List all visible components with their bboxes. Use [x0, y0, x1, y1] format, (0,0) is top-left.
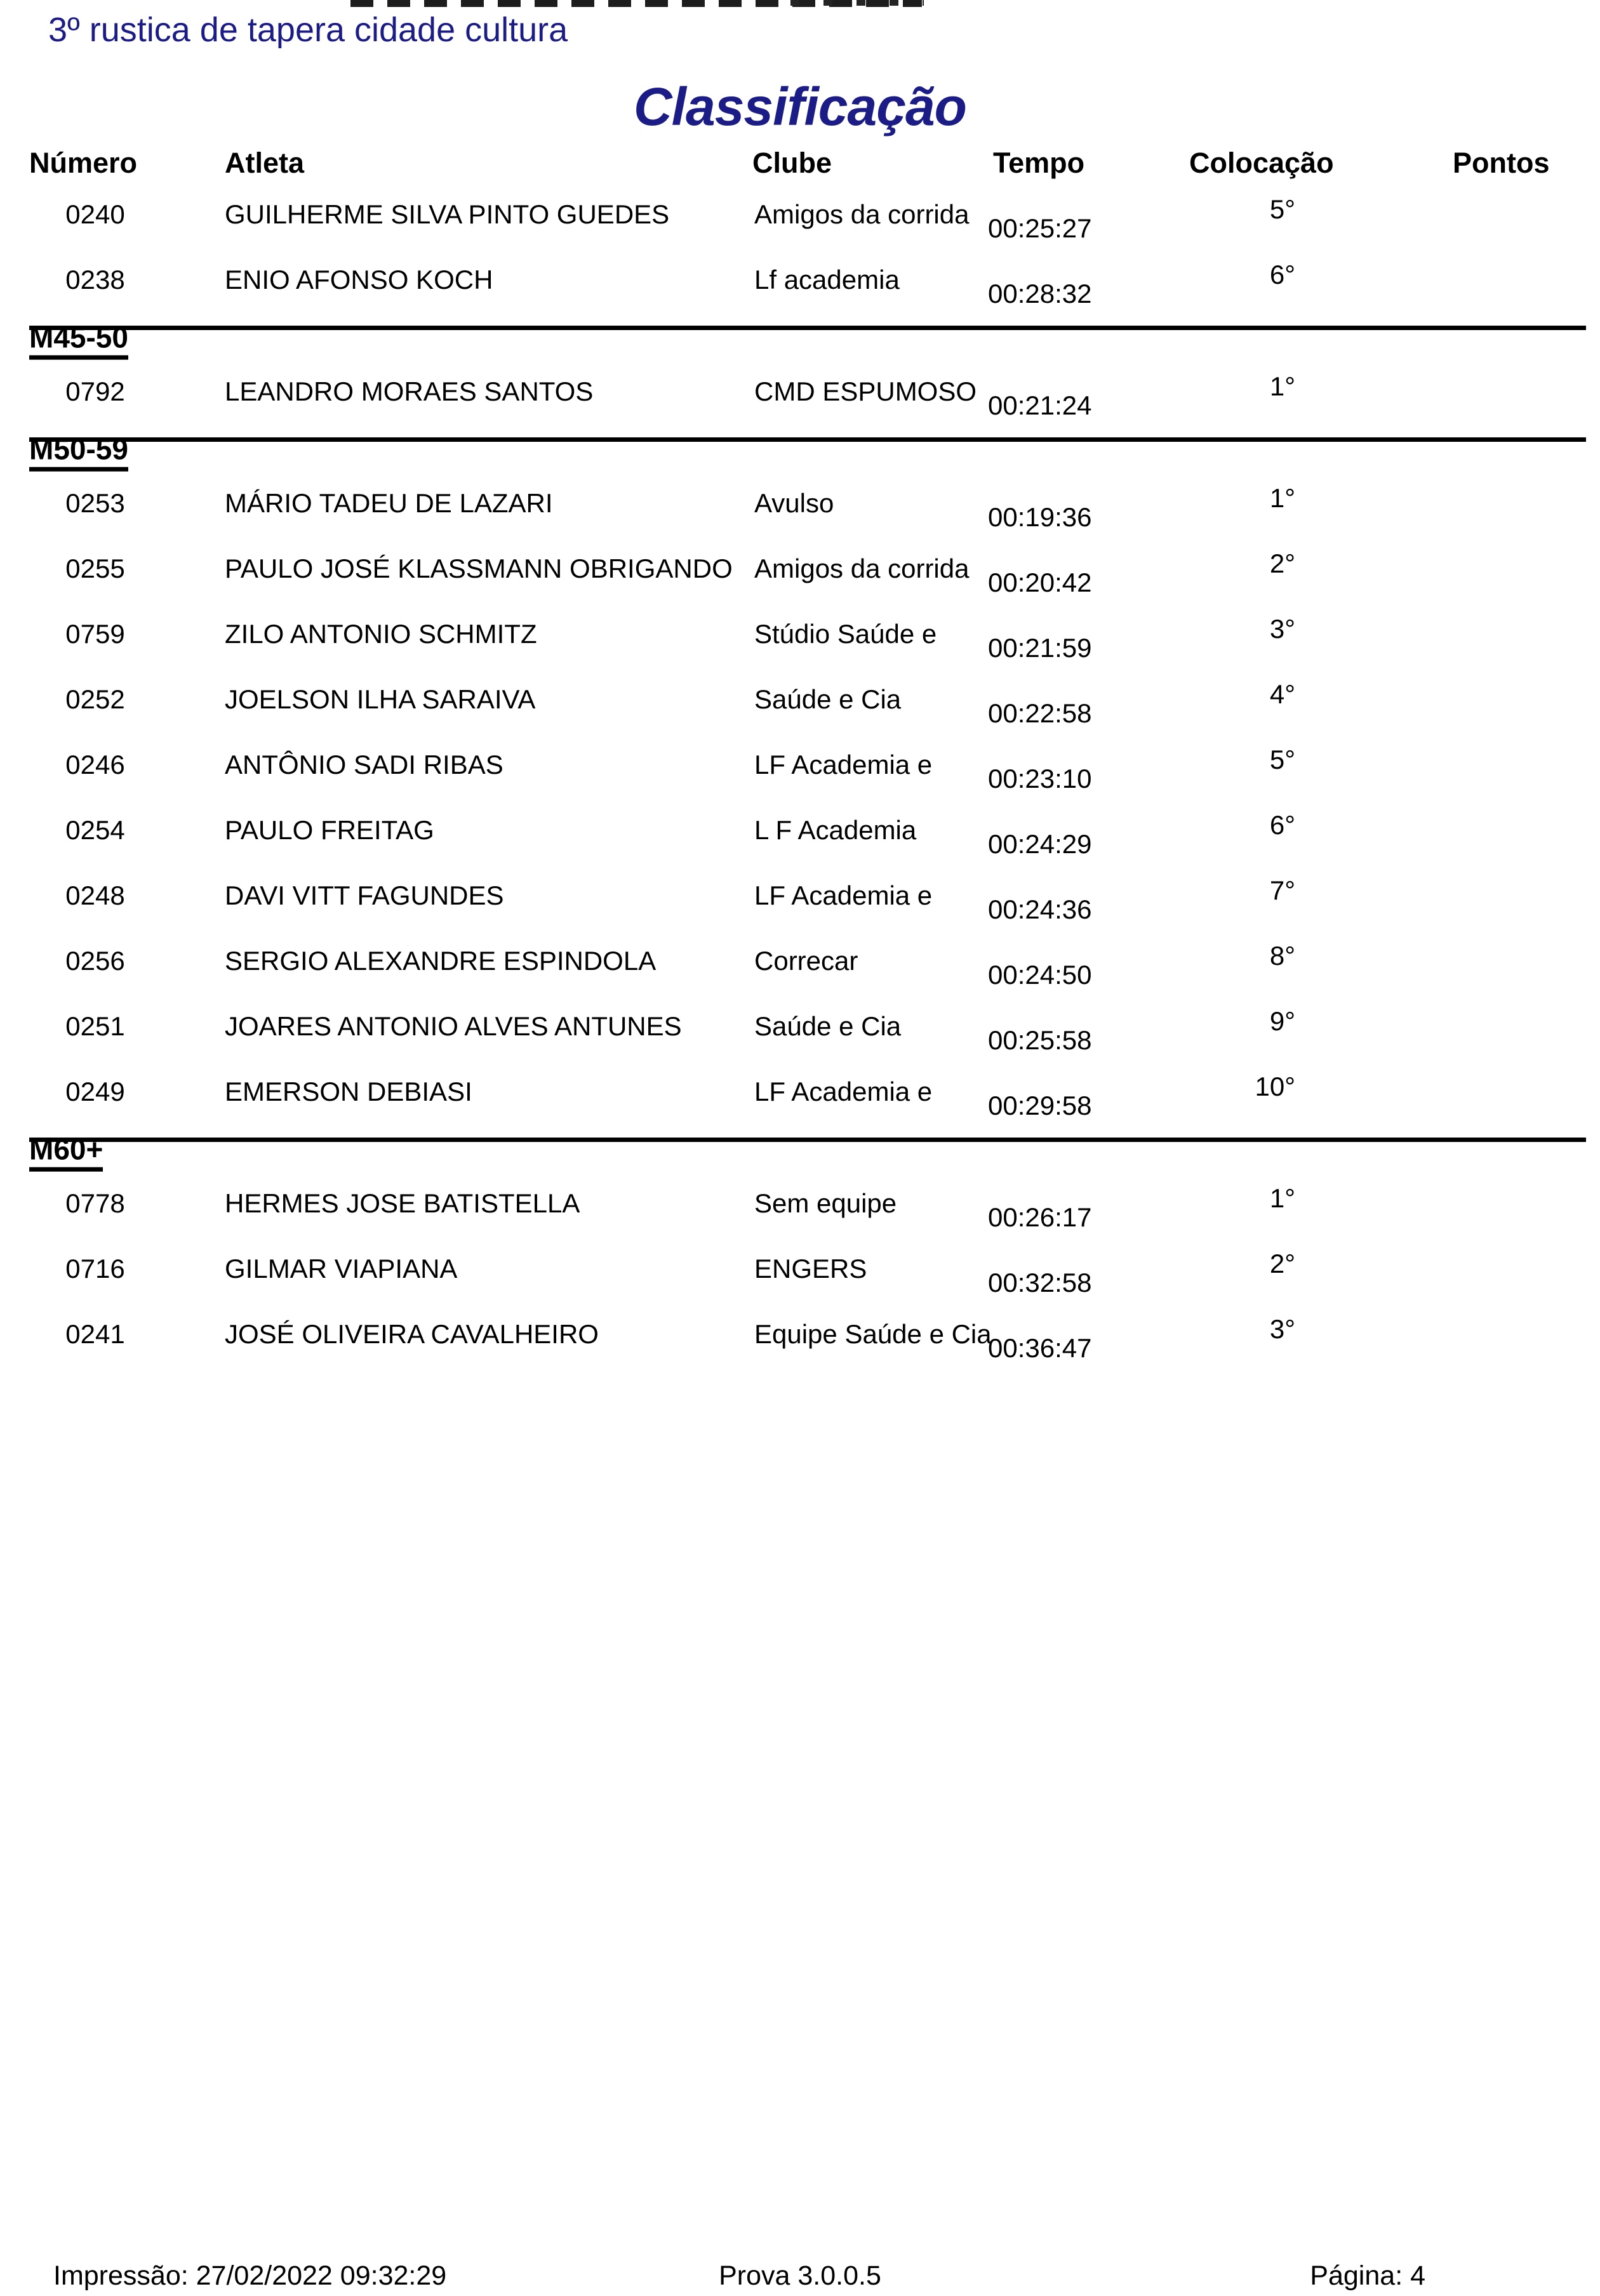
cell-numero: 0778	[65, 1188, 125, 1218]
cell-tempo: 00:26:17	[988, 1202, 1092, 1232]
cell-colocacao: 2°	[1269, 548, 1295, 578]
column-header-clube: Clube	[752, 147, 832, 179]
cell-atleta: DAVI VITT FAGUNDES	[225, 880, 504, 910]
cell-numero: 0759	[65, 619, 125, 649]
cell-colocacao: 3°	[1269, 614, 1295, 644]
cell-numero: 0253	[65, 488, 125, 518]
cell-colocacao: 5°	[1269, 194, 1295, 224]
cell-numero: 0716	[65, 1254, 125, 1284]
section-divider-rule	[29, 1138, 1586, 1142]
column-header-tempo: Tempo	[993, 147, 1085, 179]
cell-tempo: 00:24:50	[988, 960, 1092, 990]
footer-page-number: Página: 4	[1310, 2260, 1425, 2291]
table-row	[0, 733, 1600, 798]
cell-atleta: ENIO AFONSO KOCH	[225, 265, 493, 295]
table-row	[0, 248, 1600, 313]
cell-tempo: 00:21:59	[988, 633, 1092, 663]
cell-colocacao: 8°	[1269, 941, 1295, 971]
table-row	[0, 182, 1600, 248]
cell-tempo: 00:24:29	[988, 829, 1092, 859]
cell-colocacao: 9°	[1269, 1006, 1295, 1036]
table-row	[0, 602, 1600, 667]
cell-colocacao: 6°	[1269, 810, 1295, 840]
section-label: M50-59	[29, 435, 128, 472]
cell-atleta: GUILHERME SILVA PINTO GUEDES	[225, 199, 670, 229]
table-row	[0, 471, 1600, 536]
cell-tempo: 00:23:10	[988, 764, 1092, 793]
cell-tempo: 00:29:58	[988, 1091, 1092, 1120]
cell-clube: LF Academia e	[754, 1077, 933, 1106]
cell-atleta: JOELSON ILHA SARAIVA	[225, 684, 536, 714]
cell-numero: 0241	[65, 1319, 125, 1349]
cell-atleta: ANTÔNIO SADI RIBAS	[225, 750, 503, 780]
cell-colocacao: 3°	[1269, 1314, 1295, 1344]
column-header-numero: Número	[29, 147, 138, 179]
footer-app-version: Prova 3.0.0.5	[719, 2260, 881, 2291]
table-row	[0, 1237, 1600, 1302]
cell-colocacao: 1°	[1269, 1183, 1295, 1213]
cell-colocacao: 6°	[1269, 260, 1295, 289]
cell-clube: Lf academia	[754, 265, 900, 295]
cell-numero: 0255	[65, 554, 125, 583]
cell-colocacao: 5°	[1269, 745, 1295, 774]
cell-atleta: JOARES ANTONIO ALVES ANTUNES	[225, 1011, 682, 1041]
section-label: M60+	[29, 1135, 103, 1172]
column-header-pontos: Pontos	[1453, 147, 1550, 179]
cell-atleta: SERGIO ALEXANDRE ESPINDOLA	[225, 946, 657, 976]
cell-numero: 0240	[65, 199, 125, 229]
cell-colocacao: 2°	[1269, 1249, 1295, 1278]
cell-atleta: PAULO JOSÉ KLASSMANN OBRIGANDO	[225, 554, 733, 583]
cell-clube: L F Academia	[754, 815, 917, 845]
cell-clube: LF Academia e	[754, 750, 933, 780]
cell-clube: Saúde e Cia	[754, 684, 902, 714]
cell-atleta: GILMAR VIAPIANA	[225, 1254, 458, 1284]
cell-tempo: 00:24:36	[988, 894, 1092, 924]
cell-clube: CMD ESPUMOSO	[754, 376, 977, 406]
cell-tempo: 00:20:42	[988, 567, 1092, 597]
cell-colocacao: 4°	[1269, 679, 1295, 709]
cell-numero: 0249	[65, 1077, 125, 1106]
cell-clube: LF Academia e	[754, 880, 933, 910]
cell-atleta: HERMES JOSE BATISTELLA	[225, 1188, 580, 1218]
cell-atleta: PAULO FREITAG	[225, 815, 434, 845]
cell-numero: 0252	[65, 684, 125, 714]
cell-tempo: 00:25:58	[988, 1025, 1092, 1055]
cell-numero: 0256	[65, 946, 125, 976]
cell-atleta: EMERSON DEBIASI	[225, 1077, 472, 1106]
footer-print-timestamp: Impressão: 27/02/2022 09:32:29	[53, 2260, 447, 2291]
cell-atleta: JOSÉ OLIVEIRA CAVALHEIRO	[225, 1319, 599, 1349]
cell-tempo: 00:21:24	[988, 390, 1092, 420]
table-row	[0, 1059, 1600, 1125]
cell-numero: 0248	[65, 880, 125, 910]
event-title: 3º rustica de tapera cidade cultura	[48, 11, 568, 49]
cell-atleta: LEANDRO MORAES SANTOS	[225, 376, 594, 406]
cell-numero: 0792	[65, 376, 125, 406]
cell-tempo: 00:22:58	[988, 698, 1092, 728]
cell-colocacao: 1°	[1269, 483, 1295, 513]
cell-numero: 0246	[65, 750, 125, 780]
cell-clube: Equipe Saúde e Cia	[754, 1319, 992, 1349]
table-row	[0, 929, 1600, 994]
cell-tempo: 00:36:47	[988, 1333, 1092, 1363]
table-row	[0, 667, 1600, 733]
cell-clube: ENGERS	[754, 1254, 867, 1284]
table-row	[0, 1302, 1600, 1367]
cell-clube: Sem equipe	[754, 1188, 897, 1218]
cell-clube: Saúde e Cia	[754, 1011, 902, 1041]
section-label: M45-50	[29, 323, 128, 360]
cell-clube: Stúdio Saúde e	[754, 619, 937, 649]
table-row	[0, 536, 1600, 602]
cell-atleta: MÁRIO TADEU DE LAZARI	[225, 488, 553, 518]
cell-clube: Amigos da corrida	[754, 554, 970, 583]
cell-clube: Amigos da corrida	[754, 199, 970, 229]
cell-atleta: ZILO ANTONIO SCHMITZ	[225, 619, 537, 649]
table-row	[0, 359, 1600, 425]
cell-numero: 0251	[65, 1011, 125, 1041]
cell-tempo: 00:25:27	[988, 213, 1092, 243]
column-header-atleta: Atleta	[225, 147, 305, 179]
table-row	[0, 863, 1600, 929]
table-row	[0, 798, 1600, 863]
cell-tempo: 00:19:36	[988, 502, 1092, 532]
cell-tempo: 00:28:32	[988, 279, 1092, 309]
table-row	[0, 1171, 1600, 1237]
cell-colocacao: 1°	[1269, 371, 1295, 401]
page-title: Classificação	[634, 77, 966, 136]
section-divider-rule	[29, 437, 1586, 442]
cell-tempo: 00:32:58	[988, 1268, 1092, 1297]
table-row	[0, 994, 1600, 1059]
cell-clube: Avulso	[754, 488, 834, 518]
cell-colocacao: 7°	[1269, 875, 1295, 905]
column-header-colocacao: Colocação	[1189, 147, 1334, 179]
cell-clube: Correcar	[754, 946, 858, 976]
cell-numero: 0254	[65, 815, 125, 845]
section-divider-rule	[29, 326, 1586, 330]
cell-numero: 0238	[65, 265, 125, 295]
cell-colocacao: 10°	[1255, 1072, 1295, 1101]
